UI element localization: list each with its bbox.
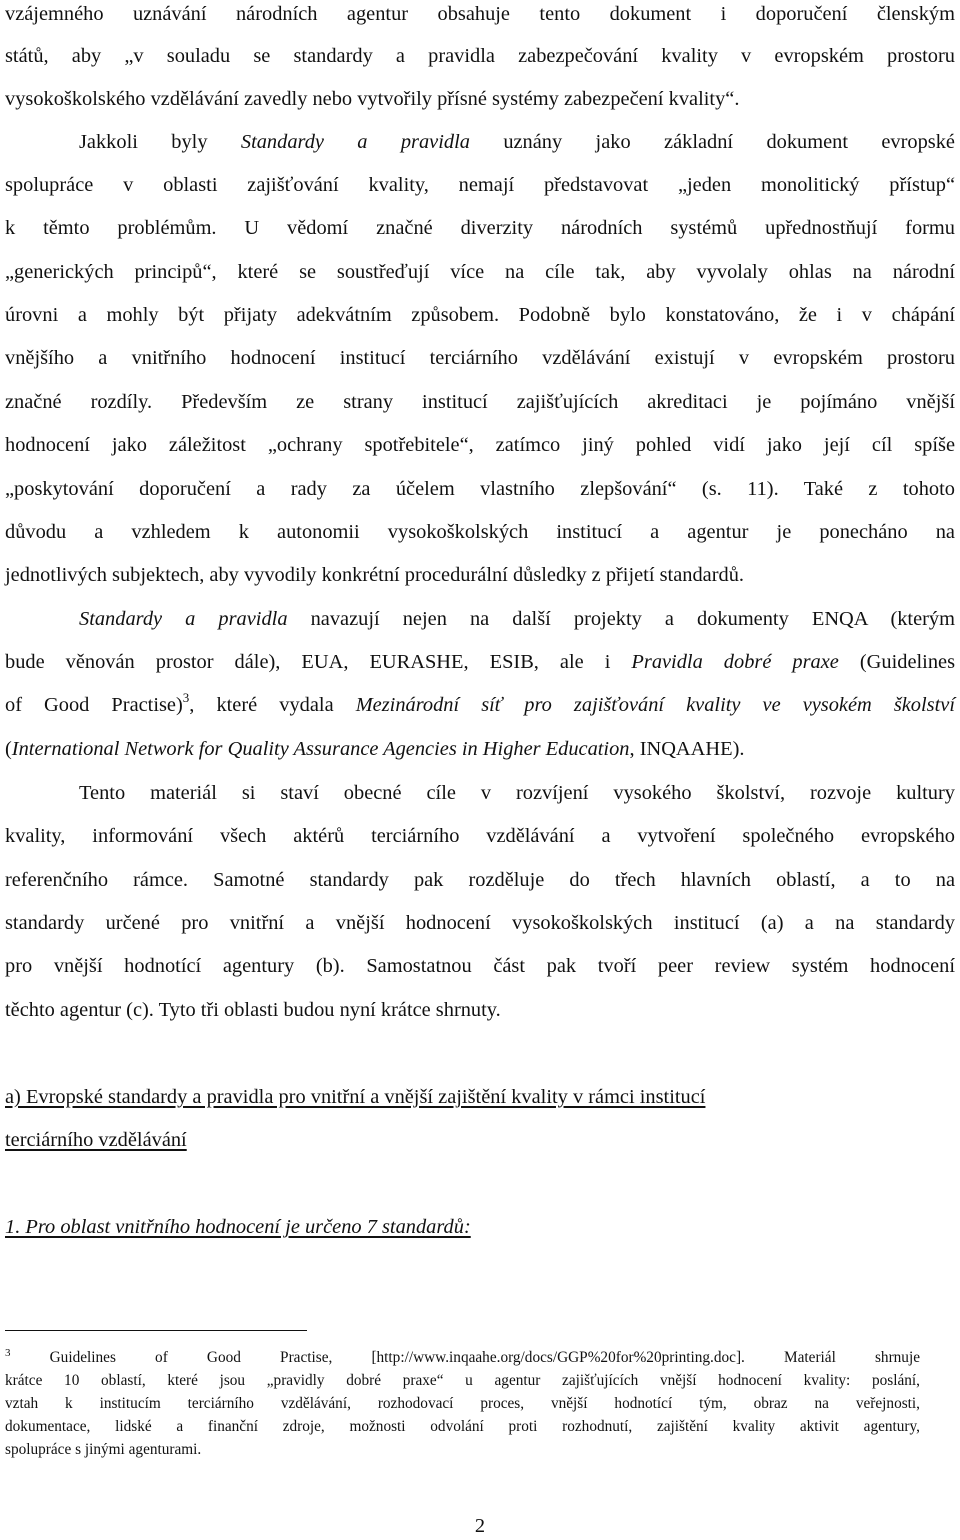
text-run: , které vydala — [189, 694, 356, 716]
text-run: k těmto problémům. U vědomí značné diverzity národních systémů upřednostňují formu — [5, 217, 955, 239]
body-line — [5, 691, 955, 721]
body-line — [5, 735, 955, 763]
body-line — [5, 0, 955, 28]
body-line — [5, 301, 955, 329]
text-run: značné rozdíly. Především ze strany institucí zajišťujících akreditaci je pojímáno vnější — [5, 391, 955, 413]
text-run: navazují nejen na další projekty a dokumenty ENQA (kterým — [287, 608, 955, 630]
text-run: , INQAAHE). — [629, 738, 745, 760]
body-line — [5, 909, 955, 937]
italic-title-run: Standardy a pravidla — [240, 131, 470, 153]
footnote-reference[interactable]: 3 — [182, 690, 190, 705]
text-run: „poskytování doporučení a rady za účelem vlastního zlepšování“ (s. 11). Také z tohoto — [5, 478, 955, 500]
text-run: států, aby „v souladu se standardy a pravidla zabezpečování kvality v evropském prostoru — [5, 45, 955, 67]
body-line — [79, 779, 955, 807]
text-run: Tento materiál si staví obecné cíle v rozvíjení vysokého školství, rozvoje kultury — [79, 782, 955, 804]
text-run: důvodu a vzhledem k autonomii vysokoškolských institucí a agentur je ponecháno na — [5, 521, 955, 543]
italic-title-run: Pravidla dobré praxe — [631, 651, 839, 673]
body-line — [5, 996, 955, 1024]
italic-title-run: Mezinárodní síť pro zajišťování kvality ve vysokém školství — [355, 694, 955, 716]
body-line — [5, 822, 955, 850]
body-line — [79, 128, 955, 156]
body-line — [5, 85, 955, 113]
body-line — [5, 866, 955, 894]
body-line — [5, 518, 955, 546]
text-run: jednotlivých subjektech, aby vyvodily konkrétní procedurální důsledky z přijetí standardů. — [5, 564, 744, 586]
text-run: bude věnován prostor dále), EUA, EURASHE, ESIB, ale i — [5, 651, 632, 673]
italic-title-run: International Network for Quality Assurance Agencies in Higher Education — [11, 738, 630, 760]
footnote-mark: 3 — [5, 1347, 11, 1359]
footnote-text: spolupráce s jinými agenturami. — [5, 1441, 202, 1458]
section-heading-a: a) Evropské standardy a pravidla pro vnitřní a vnější zajištění kvality v rámci institucí — [5, 1086, 706, 1108]
text-run: vnějšího a vnitřního hodnocení institucí terciárního vzdělávání existují v evropském prostoru — [5, 347, 955, 369]
footnote-text: vztah k institucím terciárního vzdělávání, rozhodovací proces, vnější hodnotící tým, obraz na veřejnosti, — [5, 1395, 920, 1412]
body-line — [5, 648, 955, 676]
footnote-text: dokumentace, lidské a finanční zdroje, možnosti odvolání proti rozhodnutí, zajištění kvality aktivit agentury, — [5, 1418, 920, 1435]
text-run: úrovni a mohly být přijaty adekvátním způsobem. Podobně bylo konstatováno, že i v chápání — [5, 304, 955, 326]
text-run: (Guidelines — [838, 651, 956, 673]
body-line — [5, 388, 955, 416]
body-line — [5, 171, 955, 199]
footnote-text: Guidelines of Good Practise, [http://www.inqaahe.org/docs/GGP%20for%20printing.doc]. Materiál shrnuje — [10, 1349, 920, 1366]
text-run: spolupráce v oblasti zajišťování kvality, nemají představovat „jeden monolitický přístup“ — [5, 174, 955, 196]
page-number: 2 — [474, 1515, 486, 1537]
text-run: pro vnější hodnotící agentury (b). Samostatnou část pak tvoří peer review systém hodnocení — [5, 955, 955, 977]
text-run: ( — [5, 738, 12, 760]
text-run: hodnocení jako záležitost „ochrany spotřebitele“, zatímco jiný pohled vidí jako její cíl spíše — [5, 434, 955, 456]
body-line — [5, 258, 955, 286]
footnote-line — [5, 1348, 920, 1369]
footnote-line — [5, 1440, 920, 1459]
subsection-heading-1: 1. Pro oblast vnitřního hodnocení je určeno 7 standardů: — [5, 1216, 471, 1238]
body-line — [5, 561, 955, 589]
text-run: referenčního rámce. Samotné standardy pak rozděluje do třech hlavních oblastí, a to na — [5, 869, 955, 891]
text-run: kvality, informování všech aktérů terciárního vzdělávání a vytvoření společného evropského — [5, 825, 955, 847]
body-line — [5, 214, 955, 242]
footnote-separator — [5, 1330, 307, 1331]
text-run: of Good Practise) — [5, 694, 183, 716]
footnote-line — [5, 1417, 920, 1436]
footnote-line — [5, 1371, 920, 1390]
body-line — [79, 605, 955, 633]
text-run: „generických principů“, které se soustřeďují více na cíle tak, aby vyvolaly ohlas na národní — [5, 261, 955, 283]
footnote-text: krátce 10 oblastí, které jsou „pravidly dobré praxe“ u agentur zajišťujících vnější hodnocení kvality: poslání, — [5, 1372, 920, 1389]
text-run: těchto agentur (c). Tyto tři oblasti budou nyní krátce shrnuty. — [5, 999, 501, 1021]
section-heading-a-continued: terciárního vzdělávání — [5, 1129, 187, 1151]
text-run: Jakkoli byly — [79, 131, 241, 153]
body-line — [5, 952, 955, 980]
text-run: uznány jako základní dokument evropské — [469, 131, 955, 153]
text-run: standardy určené pro vnitřní a vnější hodnocení vysokoškolských institucí (a) a na standardy — [5, 912, 955, 934]
body-line — [5, 431, 955, 459]
body-line — [5, 344, 955, 372]
body-line — [5, 42, 955, 70]
body-line — [5, 475, 955, 503]
footnote-line — [5, 1394, 920, 1413]
text-run: vysokoškolského vzdělávání zavedly nebo vytvořily přísné systémy zabezpečení kvality“. — [5, 88, 740, 110]
text-run: vzájemného uznávání národních agentur obsahuje tento dokument i doporučení členským — [5, 3, 955, 25]
italic-title-run: Standardy a pravidla — [79, 608, 288, 630]
